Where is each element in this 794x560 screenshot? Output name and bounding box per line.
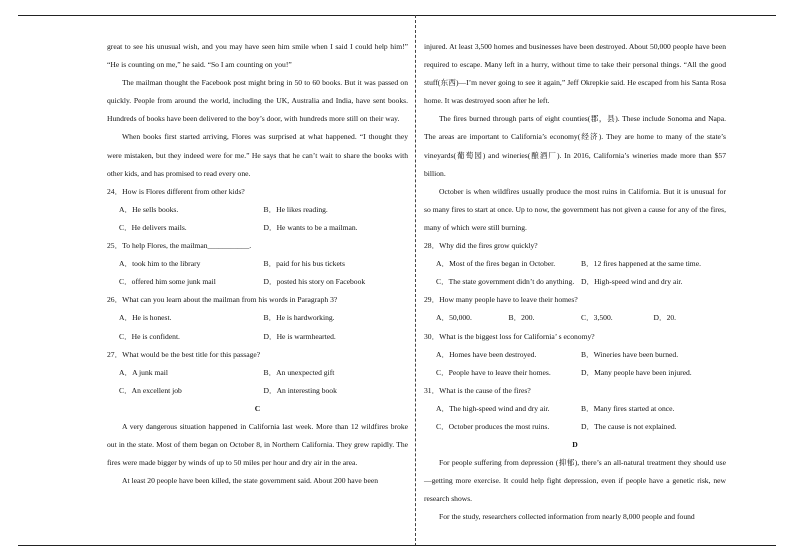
question-31: 31．What is the cause of the fires? [424, 385, 531, 395]
left-column [107, 38, 408, 490]
option-c[interactable]: C．The state government didn’t do anything. [436, 277, 575, 287]
question-28: 28．Why did the fires grow quickly? [424, 241, 538, 251]
option-d[interactable]: D．posted his story on Facebook [263, 277, 366, 287]
options-27 [119, 364, 408, 382]
options-31 [436, 400, 726, 418]
option-b[interactable]: B．Wineries have been burned. [581, 349, 679, 359]
passage-c-para: A very dangerous situation happened in California last week. More than 12 wildfires broke out in the state. Most of them began on October 8, in Northern California. They grew rapidly. The fires were made bigger by winds of up to 50 miles per hour and dry air in the area. [107, 421, 408, 468]
option-a[interactable]: A．A junk mail [119, 367, 168, 377]
section-d-heading: D [572, 440, 578, 450]
option-c[interactable]: C．offered him some junk mail [119, 277, 216, 287]
option-b[interactable]: B．He likes reading. [263, 204, 328, 214]
option-d[interactable]: D．20. [653, 313, 677, 323]
bottom-rule [18, 545, 776, 546]
option-c[interactable]: C．October produces the most ruins. [436, 421, 550, 431]
section-c-heading: C [254, 403, 261, 413]
option-a[interactable]: A．50,000. [436, 313, 472, 323]
right-column [424, 38, 726, 527]
passage-d-para: For people suffering from depression (抑郁), there’s an all-natural treatment they should use—getting more exercise. It could help fight depression, even if people have a genetic risk, new research shows. [424, 458, 726, 504]
options-30 [436, 364, 726, 382]
option-b[interactable]: B．200. [508, 313, 535, 323]
option-d[interactable]: D．The cause is not explained. [581, 421, 677, 431]
option-b[interactable]: B．He is hardworking. [263, 313, 335, 323]
options-31 [436, 418, 726, 436]
option-c[interactable]: C．He is confident. [119, 331, 180, 341]
option-c[interactable]: C．He delivers mails. [119, 222, 187, 232]
options-30 [436, 346, 726, 364]
option-d[interactable]: D．An interesting book [263, 385, 337, 395]
passage-c-para: The fires burned through parts of eight counties(郡，县). These include Sonoma and Napa. The areas are important to California’s economy(经济). They are home to many of the state’s vineyards(葡萄园) and wineries(酿酒厂). In 2016, California’s wineries made more than $57 billion. [424, 114, 726, 178]
option-d[interactable]: D．High-speed wind and dry air. [581, 277, 683, 287]
option-a[interactable]: A．The high-speed wind and dry air. [436, 403, 550, 413]
option-c[interactable]: C．3,500. [581, 313, 613, 323]
question-26: 26．What can you learn about the mailman from his words in Paragraph 3? [107, 295, 338, 305]
options-25 [119, 255, 408, 273]
question-24: 24．How is Flores different from other kids? [107, 186, 245, 196]
option-d[interactable]: D．Many people have been injured. [581, 367, 692, 377]
options-25 [119, 273, 408, 291]
option-a[interactable]: A．He is honest. [119, 313, 172, 323]
option-b[interactable]: B．12 fires happened at the same time. [581, 259, 701, 269]
column-divider [415, 15, 416, 546]
top-rule [18, 15, 776, 16]
option-b[interactable]: B．Many fires started at once. [581, 403, 675, 413]
option-b[interactable]: B．An unexpected gift [263, 367, 335, 377]
options-26 [119, 328, 408, 346]
option-d[interactable]: D．He wants to be a mailman. [263, 222, 358, 232]
passage-c-para: October is when wildfires usually produce the most ruins in California. But it is unusual for so many fires to start at once. Up to now, the government has not given a cause for any of the fires, many of which were still burning. [424, 186, 726, 232]
passage-d-para: For the study, researchers collected information from nearly 8,000 people and found [439, 512, 695, 522]
passage-c-para: At least 20 people have been killed, the state government said. About 200 have been [122, 476, 379, 486]
passage-c-continued: injured. At least 3,500 homes and businesses have been destroyed. About 50,000 people have been required to escape. Many left in a hurry, without time to take their personal things. “All the good stuff(东西)—I’m never going to see it again,” Jeff Okrepkie said. He escaped from his Santa Rosa home. It was destroyed soon after he left. [424, 42, 726, 106]
question-30: 30．What is the biggest loss for California’ s economy? [424, 331, 595, 341]
options-28 [436, 273, 726, 291]
option-c[interactable]: C．An excellent job [119, 385, 182, 395]
options-28 [436, 255, 726, 273]
question-29: 29．How many people have to leave their homes? [424, 295, 578, 305]
option-d[interactable]: D．He is warmhearted. [263, 331, 336, 341]
options-29 [436, 309, 726, 327]
question-25: 25．To help Flores, the mailman___________. [107, 241, 252, 251]
passage-b-para: The mailman thought the Facebook post might bring in 50 to 60 books. But it was passed on quickly. People from around the world, including the UK, Australia and India, have sent books. Hundreds of books have been delivered to the boy’s door, with hundreds more still on their way. [107, 78, 408, 124]
options-24 [119, 201, 408, 219]
question-27: 27．What would be the best title for this passage? [107, 349, 261, 359]
passage-b-end: great to see his unusual wish, and you may have seen him smile when I said I could help him!” “He is counting on me,” he said. “So I am counting on you!” [107, 42, 408, 70]
passage-b-para: When books first started arriving, Flores was surprised at what happened. “I thought they were mistaken, but they indeed were for me.” He says that he can’t wait to share the books with other kids, and has promised to read every one. [107, 132, 408, 178]
options-27 [119, 382, 408, 400]
option-a[interactable]: A．took him to the library [119, 259, 201, 269]
option-a[interactable]: A．He sells books. [119, 204, 179, 214]
options-24 [119, 219, 408, 237]
option-a[interactable]: A．Homes have been destroyed. [436, 349, 537, 359]
options-26 [119, 309, 408, 327]
option-b[interactable]: B．paid for his bus tickets [263, 259, 345, 269]
option-c[interactable]: C．People have to leave their homes. [436, 367, 551, 377]
option-a[interactable]: A．Most of the fires began in October. [436, 259, 556, 269]
